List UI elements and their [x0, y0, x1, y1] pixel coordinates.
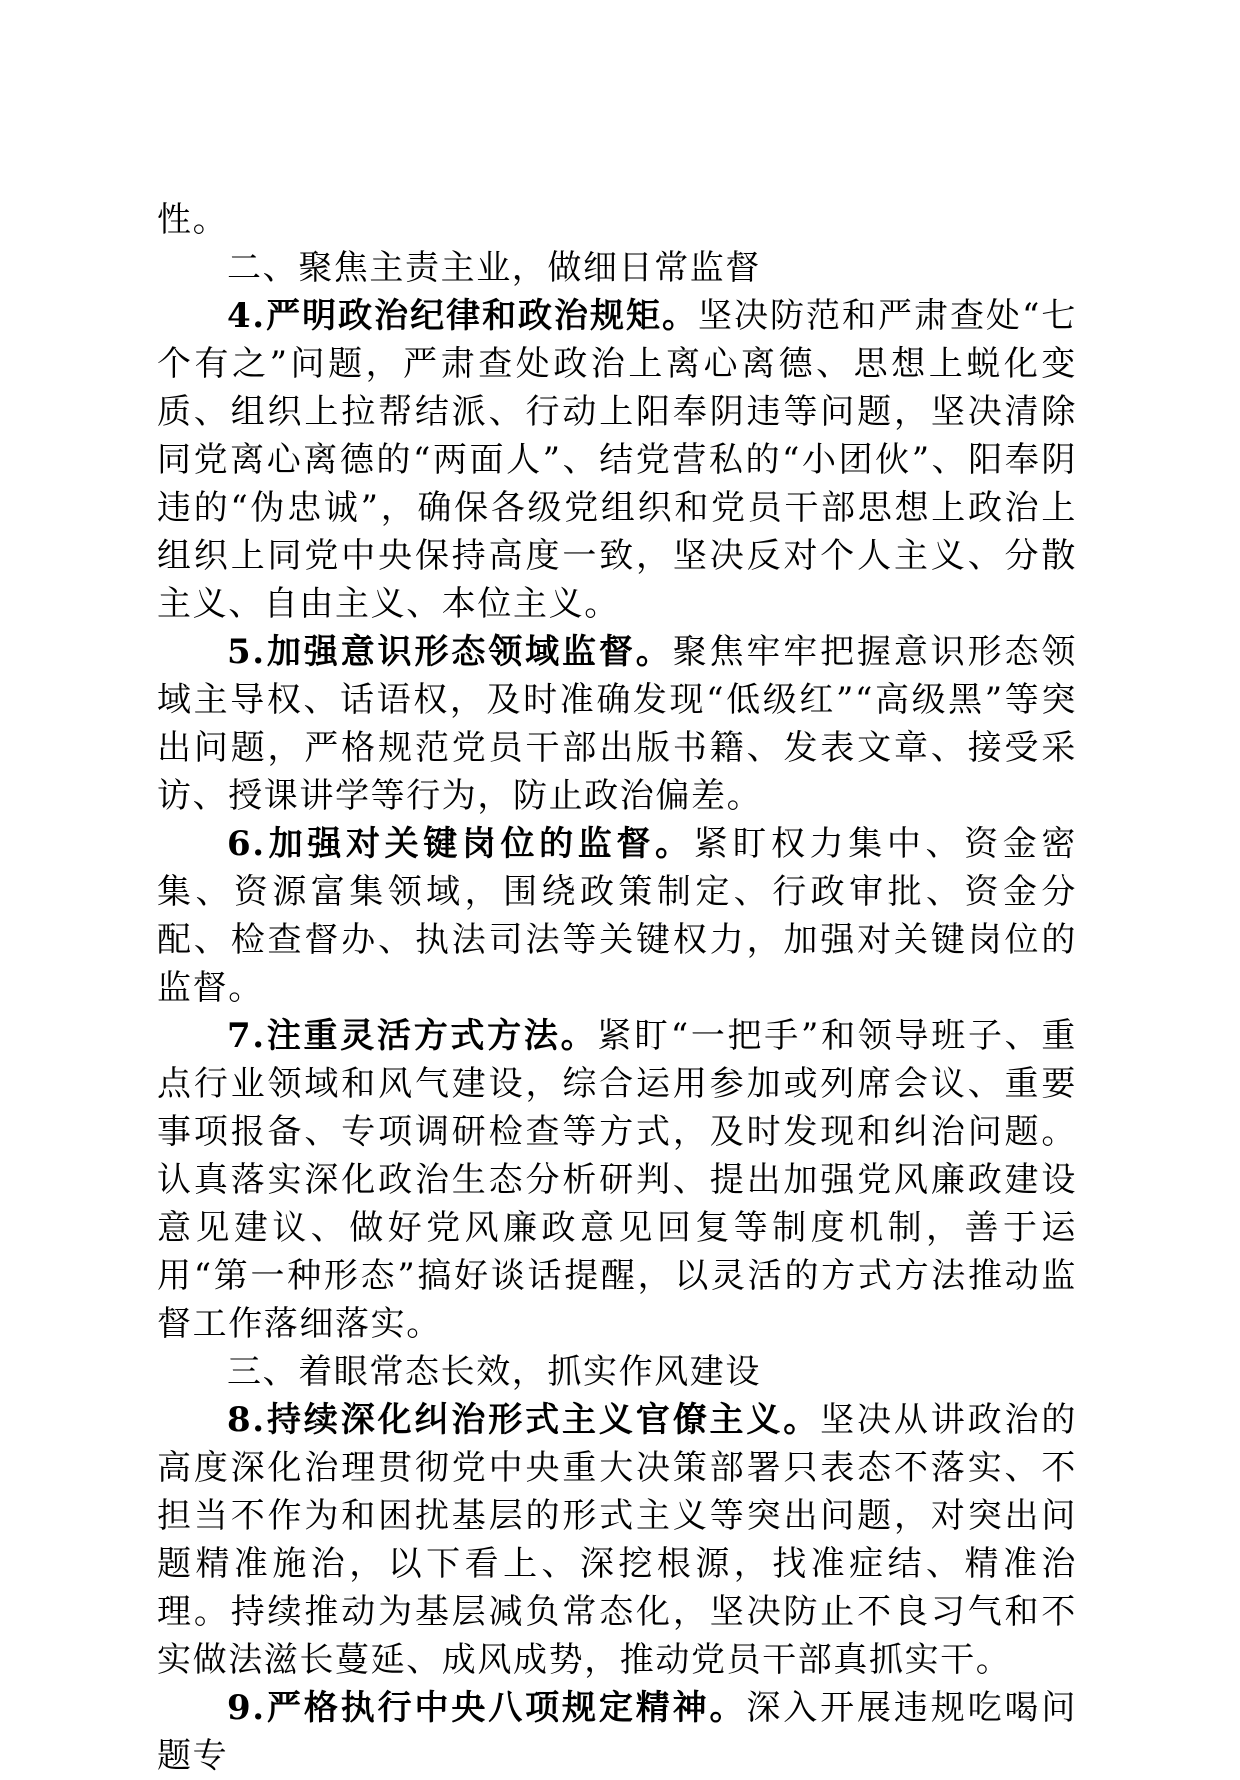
list-item-9	[157, 1684, 1077, 1780]
item-8-title: 8.持续深化纠治形式主义官僚主义。	[227, 1400, 821, 1440]
item-7-title: 7.注重灵活方式方法。	[227, 1016, 598, 1056]
list-item-5	[157, 628, 1077, 820]
item-9-title: 9.严格执行中央八项规定精神。	[227, 1688, 747, 1728]
continuation-text: 性。	[157, 200, 229, 240]
list-item-7	[157, 1012, 1077, 1348]
item-9-body: 深入开展违规吃喝问题专	[157, 1688, 1077, 1776]
list-item-4	[157, 292, 1077, 628]
document-page	[157, 196, 1077, 1780]
item-6-title: 6.加强对关键岗位的监督。	[227, 824, 694, 864]
item-5-body: 聚焦牢牢把握意识形态领域主导权、话语权，及时准确发现“低级红”“高级黑”等突出问题，严格规范党员干部出版书籍、发表文章、接受采访、授课讲学等行为，防止政治偏差。	[157, 632, 1077, 816]
item-8-body: 坚决从讲政治的高度深化治理贯彻党中央重大决策部署只表态不落实、不担当不作为和困扰基层的形式主义等突出问题，对突出问题精准施治，以下看上、深挖根源，找准症结、精准治理。持续推动为基层减负常态化，坚决防止不良习气和不实做法滋长蔓延、成风成势，推动党员干部真抓实干。	[157, 1400, 1077, 1680]
section-heading-3: 三、着眼常态长效，抓实作风建设	[227, 1352, 761, 1392]
section-heading-2: 二、聚焦主责主业，做细日常监督	[227, 248, 761, 288]
item-7-body: 紧盯“一把手”和领导班子、重点行业领域和风气建设，综合运用参加或列席会议、重要事项报备、专项调研检查等方式，及时发现和纠治问题。认真落实深化政治生态分析研判、提出加强党风廉政建设意见建议、做好党风廉政意见回复等制度机制，善于运用“第一种形态”搞好谈话提醒，以灵活的方式方法推动监督工作落细落实。	[157, 1016, 1078, 1344]
list-item-8	[157, 1396, 1077, 1684]
item-6-body: 紧盯权力集中、资金密集、资源富集领域，围绕政策制定、行政审批、资金分配、检查督办、执法司法等关键权力，加强对关键岗位的监督。	[157, 824, 1078, 1008]
item-4-title: 4.严明政治纪律和政治规矩。	[227, 296, 699, 336]
item-4-body: 坚决防范和严肃查处“七个有之”问题，严肃查处政治上离心离德、思想上蜕化变质、组织上拉帮结派、行动上阳奉阴违等问题，坚决清除同党离心离德的“两面人”、结党营私的“小团伙”、阳奉阴违的“伪忠诚”，确保各级党组织和党员干部思想上政治上组织上同党中央保持高度一致，坚决反对个人主义、分散主义、自由主义、本位主义。	[157, 296, 1077, 624]
list-item-6	[157, 820, 1077, 1012]
item-5-title: 5.加强意识形态领域监督。	[227, 632, 673, 672]
